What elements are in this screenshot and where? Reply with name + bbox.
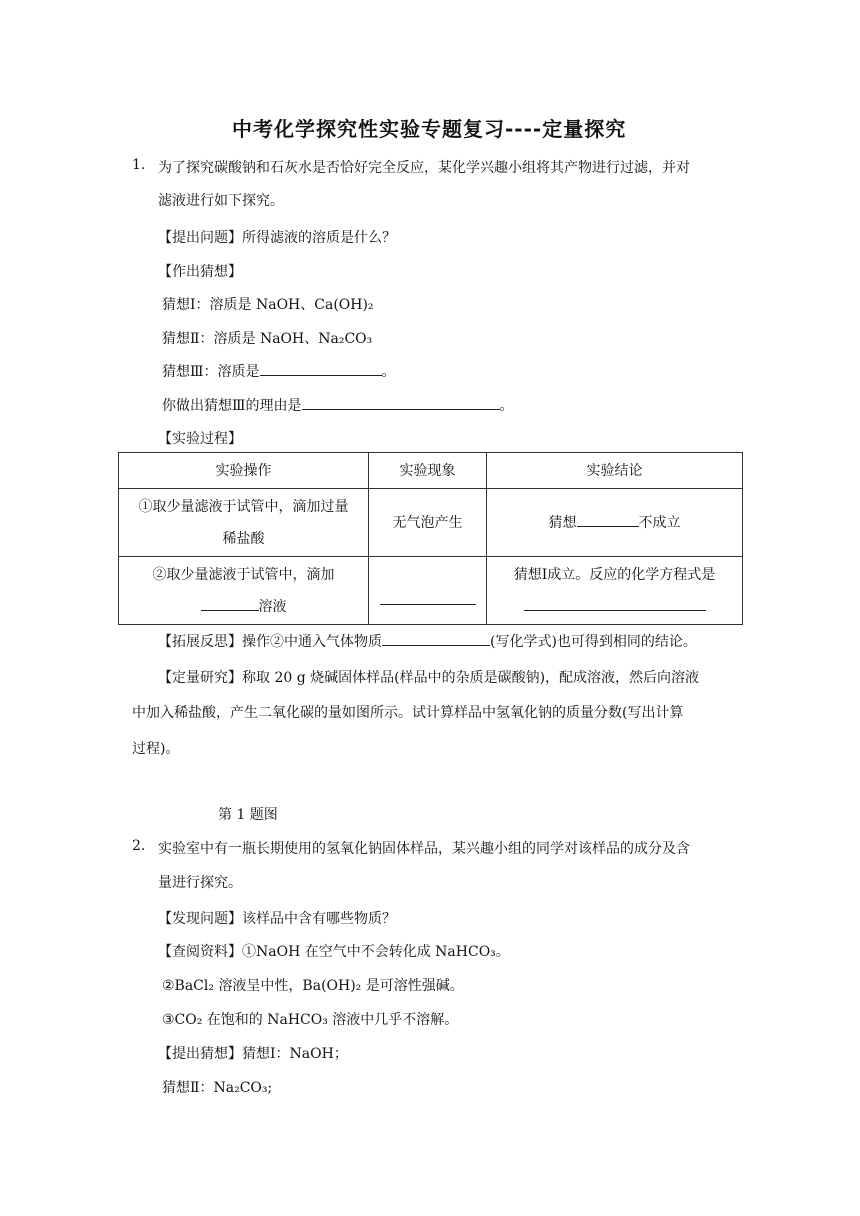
q2-info1: 【查阅资料】①NaOH 在空气中不会转化成 NaHCO₃。 [158,944,510,960]
row1-conclusion-suffix: 不成立 [638,514,681,531]
q1-intro-line2: 滤液进行如下探究。 [158,193,284,209]
q1-reason [162,395,514,415]
row2-phenomenon [369,557,487,625]
row2-operation-line1: ②取少量滤液于试管中，滴加 [152,566,335,583]
q1-intro-line1: 为了探究碳酸钠和石灰水是否恰好完全反应，某化学兴趣小组将其产物进行过滤，并对 [158,160,690,176]
q2-info2: ②BaCl₂ 溶液呈中性，Ba(OH)₂ 是可溶性强碱。 [162,978,464,994]
row1-operation-line1: ①取少量滤液于试管中，滴加过量 [138,498,349,515]
q2-intro-line2: 量进行探究。 [158,875,242,891]
row1-phenomenon: 无气泡产生 [369,489,487,557]
q1-guess3-prefix: 猜想Ⅲ：溶质是 [162,364,260,380]
q1-reason-blank[interactable] [302,395,500,410]
q1-quant-line2: 中加入稀盐酸，产生二氧化碳的量如图所示。试计算样品中氢氧化钠的质量分数(写出计算 [132,705,684,721]
row2-conclusion-line1: 猜想Ⅰ成立。反应的化学方程式是 [513,566,716,583]
table-header-phenomenon: 实验现象 [369,453,487,489]
row2-conclusion [487,557,743,625]
row2-operation-suffix: 溶液 [258,598,287,615]
q1-question: 【提出问题】所得滤液的溶质是什么？ [158,230,396,246]
q1-reflect-prefix: 【拓展反思】操作②中通入气体物质 [158,634,382,650]
row2-phenomenon-blank[interactable] [380,590,476,605]
q1-guess3 [162,361,396,381]
row1-conclusion-blank[interactable] [577,512,639,527]
page-title: 中考化学探究性实验专题复习----定量探究 [232,117,627,141]
q1-reason-suffix: 。 [499,398,514,414]
q1-reflect [158,631,697,651]
q1-guess3-suffix: 。 [381,364,396,380]
row2-conclusion-line2 [491,591,738,623]
q1-guess2: 猜想Ⅱ：溶质是 NaOH、Na₂CO₃ [162,331,373,347]
row2-conclusion-blank[interactable] [524,596,706,611]
q1-quant-line1: 【定量研究】称取 20 g 烧碱固体样品(样品中的杂质是碳酸钠)，配成溶液，然后向溶液 [158,670,700,686]
row1-conclusion [487,489,743,557]
table-header-operation: 实验操作 [119,453,369,489]
q1-quant-line3: 过程)。 [132,741,180,757]
q1-reflect-suffix: (写化学式)也可得到相同的结论。 [490,634,697,650]
row2-operation-blank[interactable] [201,596,259,611]
row2-operation [119,557,369,625]
row1-conclusion-prefix: 猜想 [548,514,577,531]
table-row [119,489,743,557]
experiment-table [118,452,743,625]
q2-intro-line1: 实验室中有一瓶长期使用的氢氧化钠固体样品，某兴趣小组的同学对该样品的成分及含 [158,841,690,857]
table-row [119,557,743,625]
row1-operation-line2: 稀盐酸 [222,530,265,547]
q1-guess3-blank[interactable] [260,361,382,376]
q2-info3: ③CO₂ 在饱和的 NaHCO₃ 溶液中几乎不溶解。 [162,1012,459,1028]
q1-process-heading: 【实验过程】 [158,431,242,447]
q1-reflect-blank[interactable] [382,631,490,646]
row1-operation [119,489,369,557]
q2-question: 【发现问题】该样品中含有哪些物质？ [158,911,396,927]
q1-guess1: 猜想Ⅰ：溶质是 NaOH、Ca(OH)₂ [162,297,374,313]
q1-number: 1. [132,157,146,173]
table-header-conclusion: 实验结论 [487,453,743,489]
row2-operation-line2 [123,591,364,623]
table-header-row [119,453,743,489]
q1-reason-prefix: 你做出猜想Ⅲ的理由是 [162,398,302,414]
q2-guess1: 【提出猜想】猜想Ⅰ：NaOH； [158,1046,348,1062]
figure-caption: 第 1 题图 [218,807,278,823]
q1-guess-heading: 【作出猜想】 [158,264,242,280]
q2-number: 2. [132,838,146,854]
q2-guess2: 猜想Ⅱ：Na₂CO₃; [162,1080,273,1096]
